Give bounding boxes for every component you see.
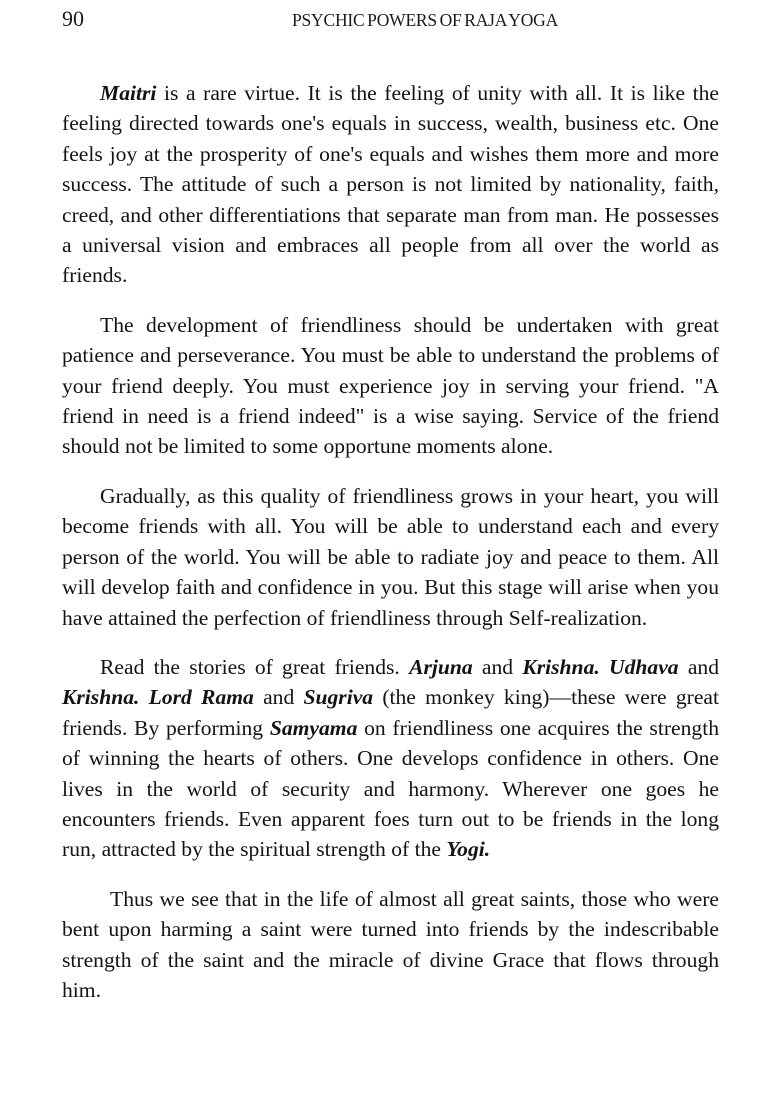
paragraph-1 bbox=[62, 78, 719, 291]
emphasis-samyama: Samyama bbox=[269, 715, 358, 740]
page-number: 90 bbox=[62, 6, 84, 31]
paragraph-3-text: Gradually, as this quality of friendliness grows in your heart, you will become friends with all. You will be able to understand each and every person of the world. You will be able to radiate joy and peace to them. All will develop faith and confidence in you. But this stage will arise when you have attained the perfection of friendliness through Self-realization. bbox=[62, 483, 719, 630]
paragraph-4 bbox=[62, 652, 719, 865]
body-text-block bbox=[62, 78, 719, 1005]
paragraph-2 bbox=[62, 310, 719, 462]
emphasis-krishna-udhava: Krishna. Udhava bbox=[522, 654, 679, 679]
paragraph-4-run-4: and bbox=[678, 654, 720, 679]
paragraph-2-text: The development of friendliness should be undertaken with great patience and perseverance. You must be able to understand the problems of your friend deeply. You must experience joy in serving your friend. "A friend in need is a friend indeed" is a wise saying. Service of the friend should not be limited to some opportune moments alone. bbox=[62, 312, 719, 459]
paragraph-4-run-6: and bbox=[253, 685, 304, 710]
emphasis-maitri: Maitri bbox=[100, 81, 157, 105]
paragraph-4-run-8: (the monkey king)—these were great friends. By performing bbox=[62, 685, 719, 740]
emphasis-sugriva: Sugriva bbox=[303, 685, 374, 710]
running-head bbox=[62, 6, 718, 32]
paragraph-4-run-10: on friendliness one acquires the strength of winning the hearts of others. One develops confidence in others. One lives in the world of security and harmony. Wherever one goes he encounters friends. Even apparent foes turn out to be friends in the long run, attracted by the spiritual strength of the bbox=[62, 715, 719, 862]
paragraph-3 bbox=[62, 481, 719, 633]
emphasis-krishna-lord-rama: Krishna. Lord Rama bbox=[62, 685, 254, 710]
emphasis-yogi: Yogi. bbox=[446, 837, 491, 862]
running-head-title: PSYCHIC POWERS OF RAJA YOGA bbox=[291, 10, 559, 30]
paragraph-1-text: is a rare virtue. It is the feeling of unity with all. It is like the feeling directed towards one's equals in success, wealth, business etc. One feels joy at the prosperity of one's equals and wishes them more and more success. The attitude of such a person is not limited by nationality, faith, creed, and other differentiations that separate man from man. He possesses a universal vision and embraces all people from all over the world as friends. bbox=[62, 81, 719, 288]
paragraph-4-run-2: and bbox=[472, 654, 523, 679]
paragraph-5 bbox=[62, 884, 719, 1006]
emphasis-arjuna: Arjuna bbox=[409, 654, 473, 679]
paragraph-4-run-0: Read the stories of great friends. bbox=[100, 654, 410, 679]
paragraph-5-text: Thus we see that in the life of almost all great saints, those who were bent upon harming a saint were turned into friends by the indescribable strength of the saint and the miracle of divine Grace that flows through him. bbox=[62, 886, 719, 1002]
